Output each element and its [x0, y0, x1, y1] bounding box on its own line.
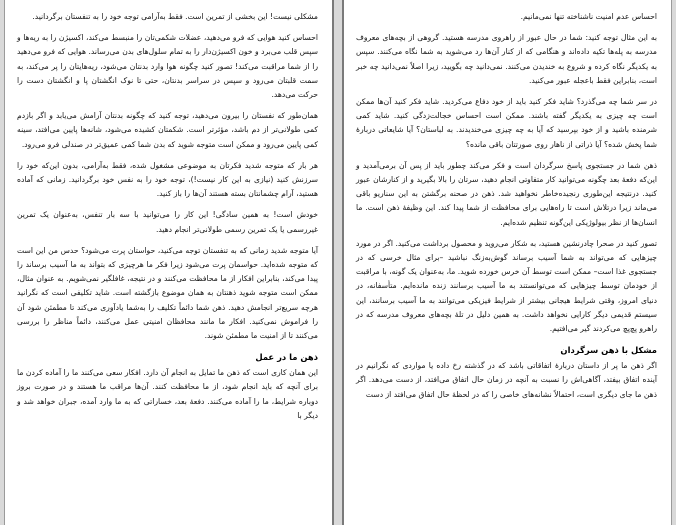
left-paragraph-5: خودش است! به همین سادگی! این کار را می‌توانید با سه بار تنفس، به‌عنوان یک تمرین غیررسمی یا یک تمرین رسمی طولانی‌تر انجام دهید. [17, 210, 318, 234]
right-section-heading: مشکل با ذهن سرگردان [560, 345, 657, 356]
right-paragraph-4: ذهن شما در جستجوی پاسخ سرگردان است و فکر می‌کند چطور باید از پس آن برمی‌آمدید و این‌که دفعهٔ بعد چگونه می‌توانید کار متفاوتی انجام دهید، سرتان را بالا بگیرید و از کنارشان عبور کنید. درنتیجه این‌طوری رنجیده‌خاطر نخواهید شد. ذهن در صحنه برگشتن به این سناریو باقی می‌ماند زیرا درتلاش است تا راه‌هایی برای محافظت از شما پیدا کند. این وظیفهٔ ذهن است. ما انسان‌ها از نظر بیولوژیکی این‌گونه تنظیم شده‌ایم. [356, 160, 657, 227]
left-paragraph-4: هر بار که متوجه شدید فکرتان به موضوعی مشغول شده، فقط به‌آرامی، بدون این‌که خود را سرزنش کنید (نیازی به این کار نیست!)، توجه خود را به نفس خود برگردانید. زمانی که آماده هستید، آرام چشمانتان بسته هستند آن‌ها را باز کنید. [17, 160, 318, 199]
left-paragraph-2: احساس کنید هوایی که فرو می‌دهید، عضلات شکمی‌تان را منبسط می‌کند، اکسیژن را به ریه‌ها و سپس قلب می‌برد و خون اکسیژن‌دار را به تمام سلول‌های بدن می‌رساند. هوایی که فرو می‌دهید را از شما مراقبت می‌کند! تصور کنید چگونه هوا وارد بدنتان می‌شود، ریه‌هایتان را پر می‌کند، به سمت قلبتان می‌رود و سپس در سراسر بدنتان، حتی تا نوک انگشتان پا و انگشتان دست را حرکت می‌دهد. [17, 33, 318, 100]
right-paragraph-6: اگر ذهن ما پر از داستان دربارهٔ اتفاقاتی باشد که در گذشته رخ داده یا مواردی که نگرانیم در آینده اتفاق بیفتد، آگاهی‌اش را نسبت به آنچه در زمان حال اتفاق می‌افتد، از دست می‌دهد. اگر ذهن ما جای دیگری است، احتمالاً نشانه‌های خاصی را که در لحظهٔ حال اتفاق می‌افتد از دست [356, 361, 657, 399]
left-paragraph-1: مشکلی نیست! این بخشی از تمرین است. فقط به‌آرامی توجه خود را به تنفستان برگردانید. [32, 12, 318, 21]
left-paragraph-7: این همان کاری است که ذهن ما تمایل به انجام آن دارد. افکار سعی می‌کنند ما را آماده کردن ما برای آنچه که باید انجام شود، از ما محافظت کنند. آن‌ها مراقب ما هستند و در صورت بروز دوباره شرایط، ما را آماده می‌کنند. دفعهٔ بعد، خساراتی که به ما وارد آمده، جبران خواهد شد و دیگر با [17, 368, 318, 420]
left-paragraph-3: همان‌طور که نفستان را بیرون می‌دهید، توجه کنید که چگونه بدنتان آرامش می‌یابد و اگر بازدم کمی طولانی‌تر از دم باشد، مؤثرتر است. شکمتان کشیده می‌شود، شانه‌ها پایین می‌افتد، سینه کمی پایین می‌رود و ممکن است متوجه شوید که بدن شما کمی عمیق‌تر در صندلی فرو می‌رود. [17, 111, 318, 149]
right-page [342, 0, 672, 525]
left-paragraph-6: آیا متوجه شدید زمانی که به تنفستان توجه می‌کنید، حواستان پرت می‌شود؟ حدس من این است که متوجه شده‌اید. حواسمان پرت می‌شود زیرا فکر ما هرچیزی که بتواند به ما آسیب برساند را پیدا می‌کند، بنابراین افکار از ما محافظت می‌کنند و در نتیجه، غافلگیر نمی‌شویم. به عنوان مثال، ممکن است متوجه شوید ذهنتان به همان موضوع بازگشته است. شاید تکلیفی است که نگرانید هرچه سریع‌تر انجامش دهید. ذهن شما دائماً تکلیف را به‌شما یادآوری می‌کند تا مطمئن شود آن را فراموش نمی‌کنید. افکار ما مانند محافظان امنیتی عمل می‌کنند، دائماً مناظر را بررسی می‌کنند تا از امنیت ما مطمئن شوند. [17, 245, 318, 341]
right-paragraph-5: تصور کنید در صحرا چادرنشین هستید، به شکار می‌روید و محصول برداشت می‌کنید. اگر در مورد چیزهایی که می‌تواند به شما آسیب برساند گوش‌به‌زنگ نباشید –برای مثال خرسی که در جستجوی غذا است– ممکن است توسط آن خرس خورده شوید. ما، به‌عنوان یک گونه، با مراقبت از خودمان توسط چیزهایی که می‌توانستند به ما آسیب برسانند زنده مانده‌ایم. متأسفانه، در دنیای امروز، وقتی شرایط هیجانی بیشتر از شرایط فیزیکی می‌توانند به ما آسیب برسانند، این سیستم قدیمی دیگر کارایی نخواهد داشت. به همین دلیل در تلهٔ بچه‌های معروف مدرسه که در راهرو پچ‌پچ می‌کردند گیر می‌افتیم. [356, 238, 657, 334]
right-paragraph-3: در سر شما چه می‌گذرد؟ شاید فکر کنید باید از خود دفاع می‌کردید. شاید فکر کنید آن‌ها ممکن است چه چیزی به یکدیگر گفته باشند. ممکن است احساس خجالت‌زدگی کنید. شاید کمی شرمنده باشید و از خود بپرسید که آیا به چه چیزی می‌خندیدند. به لباستان؟ آیا شایعاتی دربارهٔ شما پخش شده؟ آیا ذراتی از ناهار روی صورتتان باقی مانده؟ [356, 97, 657, 149]
right-paragraph-2: به این مثال توجه کنید: شما در حال عبور از راهروی مدرسه هستید. گروهی از بچه‌های معروف مدرسه به پله‌ها تکیه داده‌اند و هنگامی که از کنار آن‌ها رد می‌شوید به شما نگاه می‌کنند. سپس به یکدیگر نگاه کرده و شروع به خندیدن می‌کنند. نمی‌دانید چه بگویید، زیرا اصلاً نمی‌دانید چه خبر است، بنابراین فقط باعجله عبور می‌کنید. [356, 33, 657, 85]
right-paragraph-1: احساس عدم امنیت ناشناخته تنها نمی‌مانیم. [520, 12, 657, 21]
left-page [4, 0, 334, 525]
left-section-heading: ذهن ما در عمل [255, 352, 318, 363]
